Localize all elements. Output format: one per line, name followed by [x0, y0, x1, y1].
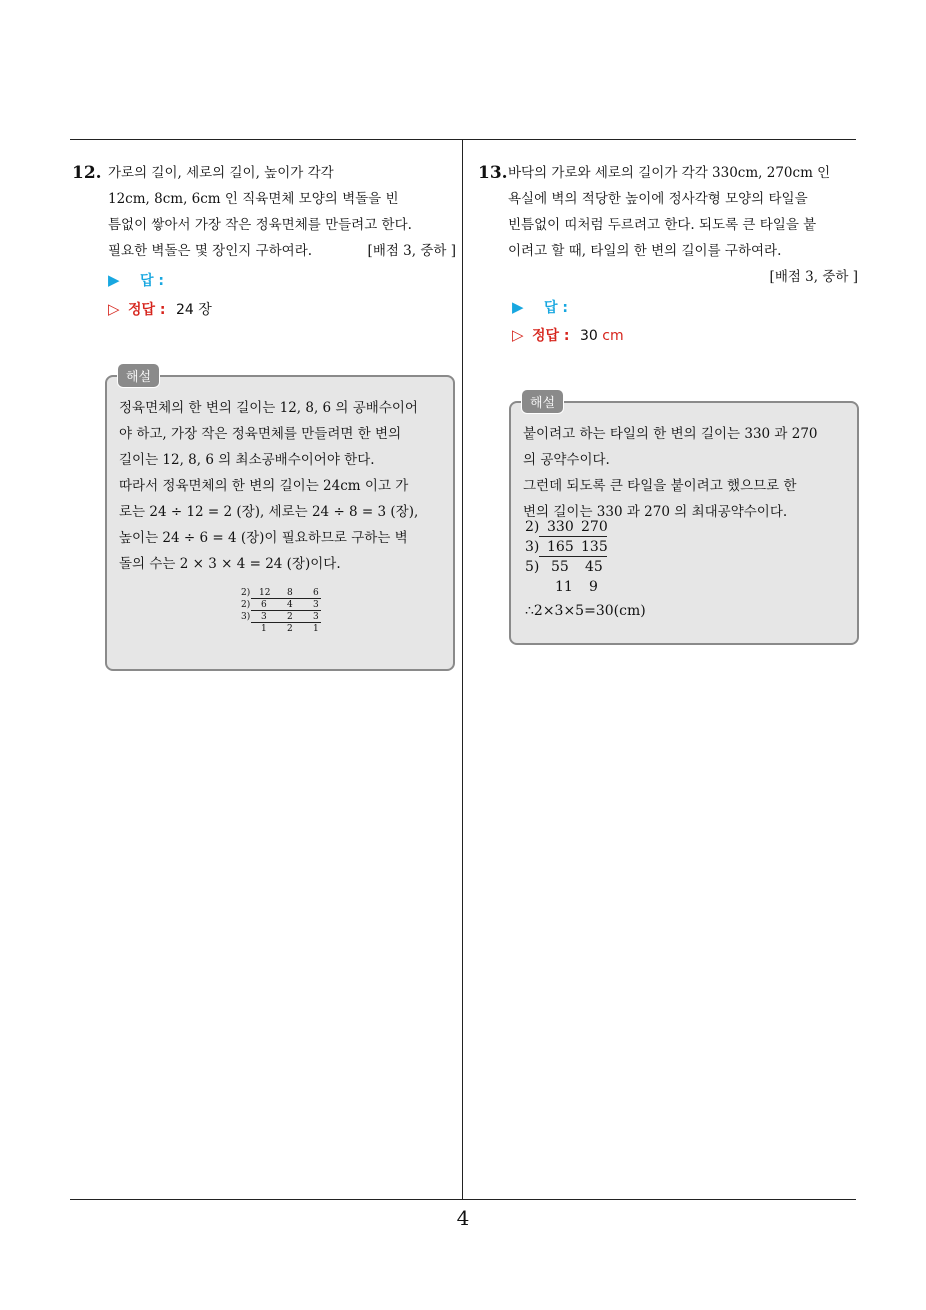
ladder-row — [525, 537, 645, 557]
question-line — [108, 238, 456, 264]
ladder-divisor: 5) — [525, 559, 540, 575]
answer-label: 답 : — [544, 300, 568, 316]
answer-row — [108, 270, 164, 290]
ladder-cell: 2 — [287, 612, 293, 622]
ladder-divisor: 2) — [525, 519, 540, 535]
page-number: 4 — [456, 1206, 470, 1230]
question-line: 12cm, 8cm, 6cm 인 직육면체 모양의 벽돌을 빈 — [108, 191, 399, 207]
ladder-cell: 8 — [287, 588, 293, 598]
correct-answer-value: 24 장 — [175, 302, 212, 318]
ladder-cell: 6 — [313, 588, 319, 598]
question-13 — [478, 160, 858, 290]
ladder-row — [525, 517, 645, 537]
correct-answer-row — [108, 299, 212, 319]
division-ladder — [525, 517, 645, 597]
solution-result: ∴2×3×5=30(cm) — [525, 603, 646, 619]
solution-line: 높이는 24 ÷ 6 = 4 (장)이 필요하므로 구하는 벽 — [119, 530, 408, 546]
question-text — [108, 160, 456, 264]
question-line-text: 필요한 벽돌은 몇 장인지 구하여라. — [108, 243, 313, 259]
question-number: 12. — [72, 163, 102, 183]
solution-line: 길이는 12, 8, 6 의 최소공배수이어야 한다. — [119, 452, 375, 468]
ladder-cell: 1 — [261, 624, 267, 634]
column-divider — [462, 139, 463, 1199]
solution-line: 변의 길이는 330 과 270 의 최대공약수이다. — [523, 504, 788, 520]
solution-text — [107, 395, 453, 577]
solution-line: 정육면체의 한 변의 길이는 12, 8, 6 의 공배수이어 — [119, 400, 418, 416]
question-12 — [72, 160, 456, 264]
ladder-divisor: 2) — [241, 588, 251, 598]
solution-box — [105, 370, 455, 671]
solution-tag: 해설 — [117, 363, 160, 388]
ladder-cell: 55 — [551, 559, 569, 575]
solution-tag: 해설 — [521, 389, 564, 414]
play-arrow-icon: ▶ — [108, 271, 120, 289]
ladder-cell: 135 — [581, 539, 608, 555]
solution-line: 돌의 수는 2 × 3 × 4 = 24 (장)이다. — [119, 556, 341, 572]
ladder-cell: 12 — [259, 588, 271, 598]
correct-answer-unit: cm — [602, 328, 624, 344]
footer-rule — [70, 1199, 856, 1200]
ladder-cell: 1 — [313, 624, 319, 634]
answer-row — [512, 297, 568, 317]
ladder-cell: 45 — [585, 559, 603, 575]
solution-line: 따라서 정육면체의 한 변의 길이는 24cm 이고 가 — [119, 478, 409, 494]
ladder-divisor: 3) — [241, 612, 251, 622]
ladder-cell: 2 — [287, 624, 293, 634]
ladder-cell: 3 — [313, 612, 319, 622]
ladder-row — [525, 557, 645, 577]
ladder-cell: 3 — [313, 600, 319, 610]
ladder-row — [241, 587, 331, 599]
ladder-cell: 165 — [547, 539, 574, 555]
score-label: [배점 3, 중하 ] — [367, 243, 456, 259]
ladder-cell: 270 — [581, 519, 608, 535]
correct-answer-row — [512, 325, 624, 345]
question-line: 가로의 길이, 세로의 길이, 높이가 각각 — [108, 165, 334, 181]
ladder-row — [525, 577, 645, 597]
ladder-divisor: 3) — [525, 539, 540, 555]
ladder-cell: 6 — [261, 600, 267, 610]
correct-answer-label: 정답 : — [128, 302, 166, 318]
solution-text — [511, 421, 857, 525]
ladder-cell: 11 — [555, 579, 573, 595]
solution-line: 의 공약수이다. — [523, 452, 610, 468]
division-ladder — [241, 587, 331, 635]
correct-answer-value: 30 — [579, 328, 598, 344]
question-line: 틈없이 쌓아서 가장 작은 정육면체를 만들려고 한다. — [108, 217, 412, 233]
ladder-row — [241, 599, 331, 611]
ladder-cell: 4 — [287, 600, 293, 610]
outline-arrow-icon: ▷ — [512, 326, 524, 344]
question-number: 13. — [478, 163, 508, 183]
solution-line: 그런데 되도록 큰 타일을 붙이려고 했으므로 한 — [523, 478, 797, 494]
question-text — [508, 160, 858, 290]
outline-arrow-icon: ▷ — [108, 300, 120, 318]
ladder-row — [241, 611, 331, 623]
ladder-cell: 3 — [261, 612, 267, 622]
question-line: 욕실에 벽의 적당한 높이에 정사각형 모양의 타일을 — [508, 191, 808, 207]
score-label: [배점 3, 중하 ] — [769, 269, 858, 285]
solution-line: 야 하고, 가장 작은 정육면체를 만들려면 한 변의 — [119, 426, 402, 442]
answer-label: 답 : — [140, 273, 164, 289]
solution-line: 붙이려고 하는 타일의 한 변의 길이는 330 과 270 — [523, 426, 818, 442]
ladder-cell: 9 — [589, 579, 598, 595]
header-rule — [70, 139, 856, 140]
question-line: 이려고 할 때, 타일의 한 변의 길이를 구하여라. — [508, 243, 782, 259]
question-line: 바닥의 가로와 세로의 길이가 각각 330cm, 270cm 인 — [508, 165, 831, 181]
ladder-row — [241, 623, 331, 635]
question-line: 빈틈없이 띠처럼 두르려고 한다. 되도록 큰 타일을 붙 — [508, 217, 817, 233]
ladder-divisor: 2) — [241, 600, 251, 610]
solution-box — [509, 396, 859, 645]
play-arrow-icon: ▶ — [512, 298, 524, 316]
correct-answer-label: 정답 : — [532, 328, 570, 344]
solution-line: 로는 24 ÷ 12 = 2 (장), 세로는 24 ÷ 8 = 3 (장), — [119, 504, 419, 520]
ladder-cell: 330 — [547, 519, 574, 535]
